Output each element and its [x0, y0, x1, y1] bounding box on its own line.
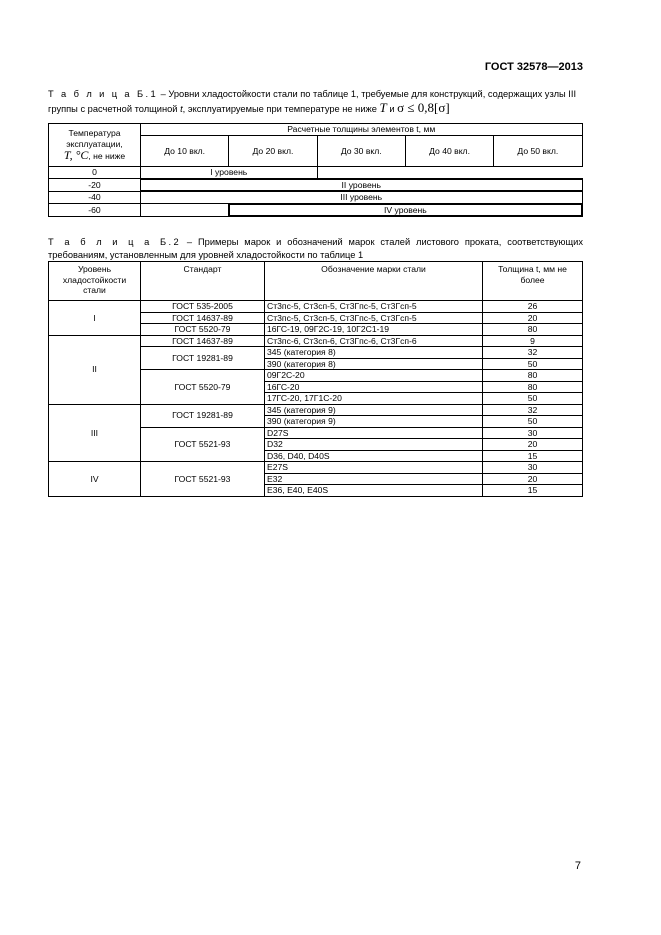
table2-thickness-cell: 50 — [483, 393, 583, 405]
table2-standard-cell: ГОСТ 19281-89 — [141, 347, 265, 370]
table1-col-header: До 50 вкл. — [494, 135, 582, 166]
table1-col-header: До 10 вкл. — [141, 135, 229, 166]
table2-grade-cell: 09Г2С-20 — [265, 370, 483, 382]
table2-grade-cell: D27S — [265, 427, 483, 439]
table1-col-header: До 40 вкл. — [405, 135, 493, 166]
table1-caption-t: t — [180, 104, 183, 114]
table2-thickness-cell: 32 — [483, 404, 583, 416]
table1-caption-label: Т а б л и ц а Б.1 — [48, 89, 159, 99]
table2-grade-cell: 16ГС-19, 09Г2С-19, 10Г2С1-19 — [265, 324, 483, 336]
table2-standard-cell: ГОСТ 19281-89 — [141, 404, 265, 427]
table2-standard-cell: ГОСТ 14637-89 — [141, 312, 265, 324]
table2-thickness-cell: 30 — [483, 462, 583, 474]
table2-level-cell: III — [49, 404, 141, 462]
table2-grade-cell: E32 — [265, 473, 483, 485]
table2-thickness-header: Толщина t, мм не более — [483, 262, 583, 301]
table1-temp-cell: -20 — [49, 179, 141, 192]
table1-level-cell: II уровень — [141, 179, 583, 192]
table1-level-cell: IV уровень — [229, 204, 582, 217]
table1-temp-header-line1: Температура — [68, 128, 121, 138]
table1-temp-header-math: T, °C — [63, 148, 89, 162]
table2-caption — [48, 236, 583, 262]
table2-level-cell: I — [49, 301, 141, 336]
table1-caption-condition: σ ≤ 0,8[σ] — [397, 100, 450, 115]
table-b1 — [48, 123, 583, 217]
table2-thickness-cell: 20 — [483, 439, 583, 451]
table2-grade-cell: E36, E40, E40S — [265, 485, 483, 497]
table1-empty-cell — [141, 204, 229, 217]
table2-standard-cell: ГОСТ 14637-89 — [141, 335, 265, 347]
table2-grade-cell: 17ГС-20, 17Г1С-20 — [265, 393, 483, 405]
table2-thickness-cell: 32 — [483, 347, 583, 359]
table1-empty-cell — [317, 167, 582, 179]
table2-thickness-cell: 50 — [483, 416, 583, 428]
table1-temp-header — [49, 124, 141, 167]
table2-thickness-cell: 9 — [483, 335, 583, 347]
table1-temp-cell: 0 — [49, 167, 141, 179]
table1-level-cell: I уровень — [141, 167, 318, 179]
table2-thickness-cell: 26 — [483, 301, 583, 313]
table2-grade-cell: 390 (категория 8) — [265, 358, 483, 370]
table2-level-header: Уровень хладостойкости стали — [49, 262, 141, 301]
table2-standard-cell: ГОСТ 5521-93 — [141, 462, 265, 497]
table2-grade-cell: Ст3пс-5, Ст3сп-5, Ст3Гпс-5, Ст3Гсп-5 — [265, 301, 483, 313]
table1-caption-text: – Уровни хладостойкости стали по таблице 1, требуемые для конструкций, содержащих узлы III группы с расчетной толщиной — [48, 89, 577, 114]
table2-level-cell: II — [49, 335, 141, 404]
table2-grade-cell: 390 (категория 9) — [265, 416, 483, 428]
table2-standard-cell: ГОСТ 5520-79 — [141, 370, 265, 405]
table2-thickness-cell: 20 — [483, 473, 583, 485]
table-b2 — [48, 261, 583, 497]
table2-grade-cell: D32 — [265, 439, 483, 451]
table2-level-cell: IV — [49, 462, 141, 497]
table2-thickness-cell: 80 — [483, 370, 583, 382]
table2-caption-label: Т а б л и ц а Б.2 — [48, 237, 182, 247]
table2-caption-text: – Примеры марок и обозначений марок сталей листового проката, соответствующих требованиям, установленным для уровней хладостойкости по таблице 1 — [48, 237, 583, 260]
table2-thickness-cell: 50 — [483, 358, 583, 370]
page-number: 7 — [574, 860, 581, 872]
table1-caption-text2: , эксплуатируемые при температуре не ниже — [182, 104, 380, 114]
table1-caption — [48, 88, 583, 116]
table2-thickness-cell: 80 — [483, 324, 583, 336]
table2-grade-cell: Ст3пс-6, Ст3сп-6, Ст3Гпс-6, Ст3Гсп-6 — [265, 335, 483, 347]
table2-standard-cell: ГОСТ 5521-93 — [141, 427, 265, 462]
table2-grade-cell: 16ГС-20 — [265, 381, 483, 393]
table1-temp-cell: -40 — [49, 191, 141, 204]
table1-col-header: До 20 вкл. — [229, 135, 317, 166]
table1-level-cell: III уровень — [141, 191, 583, 204]
table1-caption-and: и — [386, 104, 398, 114]
document-id: ГОСТ 32578—2013 — [484, 61, 583, 73]
table1-temp-header-tail: , не ниже — [88, 151, 126, 161]
table2-standard-cell: ГОСТ 5520-79 — [141, 324, 265, 336]
table2-standard-header: Стандарт — [141, 262, 265, 301]
table1-col-header: До 30 вкл. — [317, 135, 405, 166]
table1-temp-header-line2: эксплуатации, — [66, 139, 123, 149]
table2-grade-cell: 345 (категория 8) — [265, 347, 483, 359]
table2-thickness-cell: 80 — [483, 381, 583, 393]
table2-thickness-cell: 30 — [483, 427, 583, 439]
table2-grade-cell: 345 (категория 9) — [265, 404, 483, 416]
table2-grade-cell: Ст3пс-5, Ст3сп-5, Ст3Гпс-5, Ст3Гсп-5 — [265, 312, 483, 324]
table2-thickness-cell: 15 — [483, 485, 583, 497]
table2-thickness-cell: 20 — [483, 312, 583, 324]
table2-thickness-cell: 15 — [483, 450, 583, 462]
table1-caption-T: T — [379, 100, 387, 115]
table1-group-header: Расчетные толщины элементов t, мм — [141, 124, 583, 136]
table2-grade-cell: D36, D40, D40S — [265, 450, 483, 462]
table2-standard-cell: ГОСТ 535-2005 — [141, 301, 265, 313]
table2-grade-cell: E27S — [265, 462, 483, 474]
table2-grade-header: Обозначение марки стали — [265, 262, 483, 301]
table1-temp-cell: -60 — [49, 204, 141, 217]
